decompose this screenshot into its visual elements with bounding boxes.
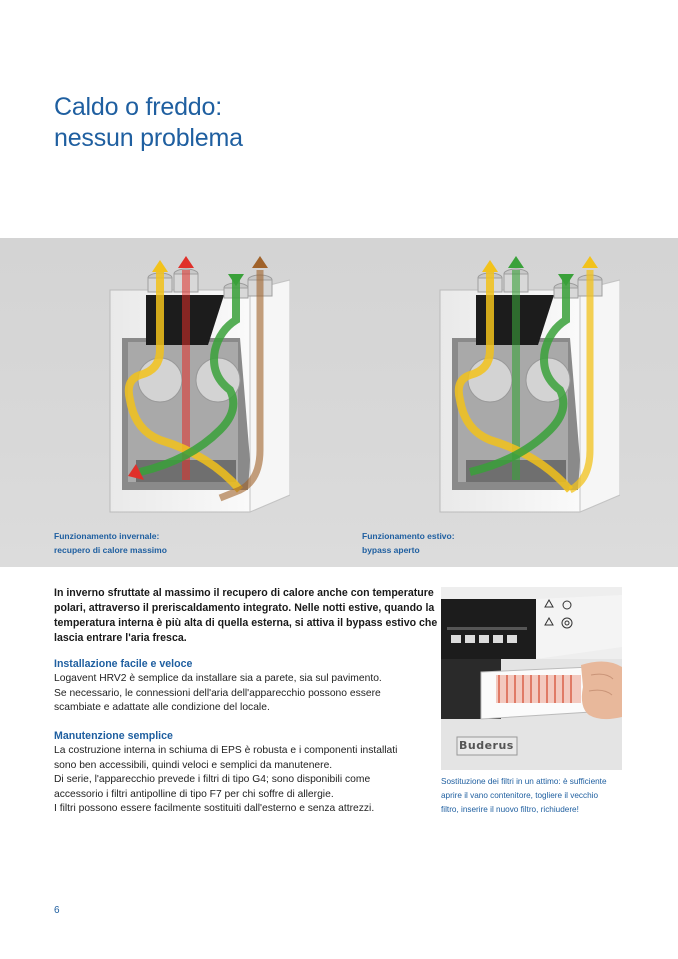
maintenance-heading: Manutenzione semplice <box>54 730 173 742</box>
intro-line: lascia entrare l'aria fresca. <box>54 632 187 644</box>
maintenance-line: sono ben accessibili, quindi veloci e semplici da manutenere. <box>54 759 333 771</box>
installation-paragraph <box>54 672 434 716</box>
intro-paragraph <box>54 586 438 646</box>
summer-caption-line-1: Funzionamento estivo: <box>362 531 455 541</box>
maintenance-line: I filtri possono essere facilmente sostituiti dall'esterno e senza attrezzi. <box>54 803 375 815</box>
installation-heading: Installazione facile e veloce <box>54 658 193 670</box>
winter-mode-caption <box>54 529 167 557</box>
photo-caption-line: aprire il vano contenitore, togliere il vecchio <box>441 791 599 800</box>
page-title <box>54 92 243 154</box>
photo-caption-line: Sostituzione dei filtri in un attimo: è sufficiente <box>441 777 607 786</box>
winter-mode-illustration <box>100 250 290 520</box>
filter-replacement-photo <box>441 587 622 770</box>
photo-caption <box>441 775 631 817</box>
title-line-2: nessun problema <box>54 124 243 152</box>
intro-line: temperatura interna è più alta di quella esterna, si attiva il bypass estivo che <box>54 617 438 629</box>
page-number: 6 <box>54 905 60 916</box>
brand-logo: Buderus <box>459 739 514 752</box>
installation-line: Logavent HRV2 è semplice da installare sia a parete, sia sul pavimento. <box>54 673 382 684</box>
winter-caption-line-2: recupero di calore massimo <box>54 545 167 555</box>
installation-line: scambiate e adattate alle condizione del locale. <box>54 702 270 714</box>
intro-line: polari, attraverso il preriscaldamento integrato. Nelle notti estive, quando la <box>54 602 435 614</box>
maintenance-line: accessorio i filtri antipolline di tipo F7 per chi soffre di allergie. <box>54 788 334 800</box>
summer-mode-illustration <box>430 250 620 520</box>
photo-caption-line: filtro, inserire il nuovo filtro, richiudere! <box>441 805 579 814</box>
maintenance-line: La costruzione interna in schiuma di EPS è robusta e i componenti installati <box>54 745 398 756</box>
maintenance-line: Di serie, l'apparecchio prevede i filtri di tipo G4; sono disponibili come <box>54 774 371 786</box>
intro-line: In inverno sfruttate al massimo il recupero di calore anche con temperature <box>54 587 434 599</box>
installation-line: Se necessario, le connessioni dell'aria dell'apparecchio possono essere <box>54 687 381 699</box>
winter-caption-line-1: Funzionamento invernale: <box>54 531 160 541</box>
maintenance-paragraph <box>54 744 434 817</box>
summer-caption-line-2: bypass aperto <box>362 545 420 555</box>
summer-mode-caption <box>362 529 455 557</box>
title-line-1: Caldo o freddo: <box>54 93 222 121</box>
